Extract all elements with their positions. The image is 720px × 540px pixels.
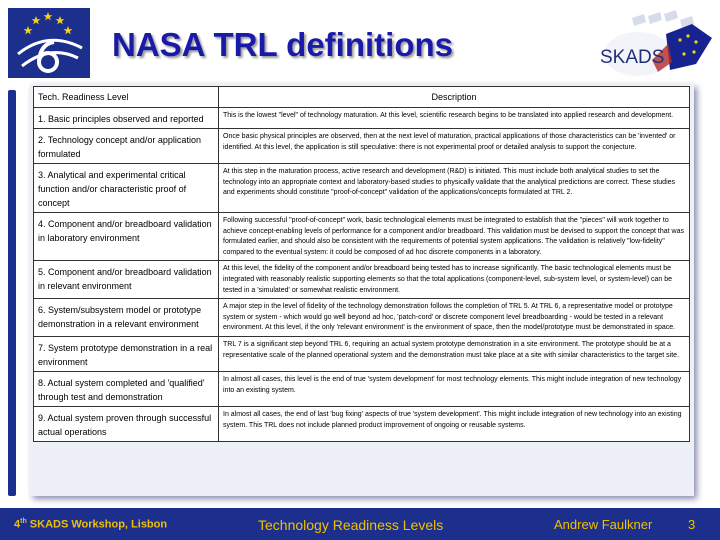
table-row	[34, 213, 690, 261]
table-row	[34, 129, 690, 164]
trl-description-cell: Following successful "proof-of-concept" work, basic technological elements must be integrated to establish that the "pieces" will work together to achieve concept-enabling levels of performance for a component and/or breadboard. This validation must be devised to support the concept that was formulated earlier, and should also be consistent with the requirements of potential system applications. The validation is relatively "low-fidelity" compared to the eventual system: it could be composed of ad hoc discrete components in a laboratory.	[219, 213, 690, 261]
trl-description-cell: TRL 7 is a significant step beyond TRL 6, requiring an actual system prototype demonstration in a site environment. The prototype should be at a representative scale of the planned operational system and the demonstration must take place at a site with similar characteristics to the target site.	[219, 336, 690, 371]
slide-title: NASA TRL definitions	[112, 26, 453, 63]
trl-level-cell: 7. System prototype demonstration in a real environment	[34, 336, 219, 371]
footer-event-suffix: th	[20, 518, 27, 525]
trl-level-cell: 2. Technology concept and/or application formulated	[34, 129, 219, 164]
eu-fp6-logo-icon	[8, 8, 90, 78]
trl-level-cell: 9. Actual system proven through successful actual operations	[34, 406, 219, 441]
footer-author: Andrew Faulkner	[554, 517, 653, 532]
left-accent-bar	[8, 90, 16, 496]
trl-level-cell: 4. Component and/or breadboard validation in laboratory environment	[34, 213, 219, 261]
trl-description-cell: In almost all cases, the end of last 'bug fixing' aspects of true 'system development'. This might include integration of new technology into an existing system. This TRL does not include planned product improvement of ongoing or reusable systems.	[219, 406, 690, 441]
trl-level-cell: 6. System/subsystem model or prototype demonstration in a relevant environment	[34, 299, 219, 337]
page-number: 3	[688, 517, 696, 532]
table-row	[34, 299, 690, 337]
skads-logo-text: SKADS	[600, 47, 665, 68]
footer-bar	[0, 508, 720, 540]
trl-table-panel	[30, 84, 694, 496]
table-row	[34, 406, 690, 441]
trl-description-cell: At this step in the maturation process, active research and development (R&D) is initiated. This must include both analytical studies to set the technology into an appropriate context and laboratory-based studies to physically validate that the analytical predictions are correct. These studies and experiments should constitute "proof-of-concept" validation of the applications/concepts formulated at TRL 2.	[219, 164, 690, 213]
column-header-level: Tech. Readiness Level	[34, 87, 219, 108]
table-row	[34, 108, 690, 129]
trl-level-cell: 8. Actual system completed and 'qualified' through test and demonstration	[34, 371, 219, 406]
trl-level-cell: 1. Basic principles observed and reported	[34, 108, 219, 129]
trl-description-cell: In almost all cases, this level is the end of true 'system development' for most technology elements. This might include integration of new technology into an existing system.	[219, 371, 690, 406]
footer-event-ordinal: 4	[14, 518, 21, 531]
table-row	[34, 336, 690, 371]
trl-level-cell: 5. Component and/or breadboard validation in relevant environment	[34, 261, 219, 299]
column-header-description: Description	[219, 87, 690, 108]
trl-description-cell: A major step in the level of fidelity of the technology demonstration follows the completion of TRL 5. At TRL 6, a representative model or prototype system or system - which would go well beyond ad hoc, 'patch-cord' or discrete component level breadboarding - would be tested in a relevant environment. At this level, if the only 'relevant environment' is the environment of space, then the model/prototype must be demonstrated in space.	[219, 299, 690, 337]
table-header-row	[34, 87, 690, 108]
footer-event	[14, 518, 167, 531]
skads-logo-icon	[592, 10, 720, 90]
trl-level-cell: 3. Analytical and experimental critical function and/or characteristic proof of concept	[34, 164, 219, 213]
table-row	[34, 371, 690, 406]
table-row	[34, 164, 690, 213]
trl-description-cell: At this level, the fidelity of the component and/or breadboard being tested has to increase significantly. The basic technological elements must be integrated with reasonably realistic supporting elements so that the total applications (component-level, sub-system level, or system-level) can be tested in a 'simulated' or somewhat realistic environment.	[219, 261, 690, 299]
footer-event-name: SKADS Workshop, Lisbon	[26, 518, 168, 531]
footer-topic: Technology Readiness Levels	[258, 517, 444, 533]
trl-description-cell: Once basic physical principles are observed, then at the next level of maturation, practical applications of those characteristics can be 'invented' or identified. At this level, the application is still speculative: there is not experimental proof or detailed analysis to support the conjecture.	[219, 129, 690, 164]
table-row	[34, 261, 690, 299]
trl-table	[33, 86, 690, 442]
trl-description-cell: This is the lowest "level" of technology maturation. At this level, scientific research begins to be translated into applied research and development.	[219, 108, 690, 129]
